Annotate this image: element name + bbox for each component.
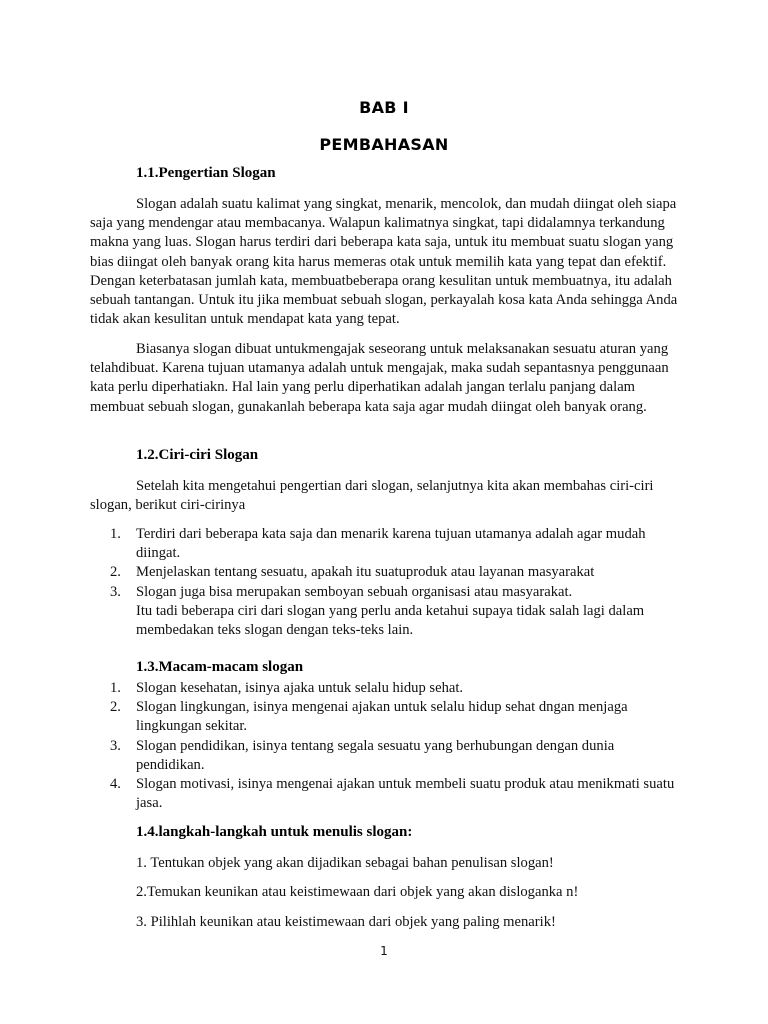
page-number: 1 [380,944,388,958]
slogan-types-list [110,679,680,813]
list-item: 3. Slogan pendidikan, isinya tentang segala sesuatu yang berhubungan dengan dunia pendidikan. [110,737,615,773]
page-title: PEMBAHASAN [319,135,449,154]
list-item: 2. Slogan lingkungan, isinya mengenai ajakan untuk selalu hidup sehat dngan menjaga lingkungan sekitar. [110,699,628,735]
step-2: 2.Temukan keunikan atau keistimewaan dari objek yang akan disloganka n! [136,884,579,900]
section-1-paragraph-1: Slogan adalah suatu kalimat yang singkat, menarik, mencolok, dan mudah diingat oleh siapa saja yang mendengar atau membacanya. Walapun kalimatnya singkat, tapi didalamnya terkandung makna yang luas. Slogan harus terdiri dari beberapa kata saja, untuk itu membuat suatu slogan yang bias diingat oleh banyak orang kita harus memeras otak untuk memilih kata yang tepat dan efektif. Dengan keterbatasan jumlah kata, membuatbeberapa orang kesulitan untuk membuatnya, itu adalah sebuah tantangan. Untuk itu jika membuat sebuah slogan, perkayalah kosa kata Anda sehingga Anda tidak akan kesulitan untuk mendapat kata yang tepat. [90,196,678,328]
section-3-heading: 1.3.Macam-macam slogan [136,659,304,675]
list-item: 4. Slogan motivasi, isinya mengenai ajakan untuk membeli suatu produk atau menikmati suatu jasa. [110,776,675,812]
section-4-heading: 1.4.langkah-langkah untuk menulis slogan: [136,824,413,840]
section-1-paragraph-2: Biasanya slogan dibuat untukmengajak seseorang untuk melaksanakan sesuatu aturan yang telahdibuat. Karena tujuan utamanya adalah untuk mengajak, maka sudah sepantasnya penggunaan kata perlu diperhatiakn. Hal lain yang perlu diperhatikan adalah jangan terlalu panjang dalam membuat sebuah slogan, gunakanlah beberapa kata saja agar mudah diingat oleh banyak orang. [90,341,669,415]
list-item: 1. Slogan kesehatan, isinya ajaka untuk selalu hidup sehat. [110,680,464,696]
list-item: 2. Menjelaskan tentang sesuatu, apakah itu suatuproduk atau layanan masyarakat [110,564,595,581]
list-item: 3. Slogan juga bisa merupakan semboyan sebuah organisasi atau masyarakat. [110,583,573,600]
section-2-heading: 1.2.Ciri-ciri Slogan [136,447,259,463]
chapter-heading: BAB I [359,98,409,117]
step-3: 3. Pilihlah keunikan atau keistimewaan dari objek yang paling menarik! [136,914,556,930]
list-item: 1. Terdiri dari beberapa kata saja dan menarik karena tujuan utamanya adalah agar mudah diingat. [110,526,646,562]
section-1-heading: 1.1.Pengertian Slogan [136,165,276,181]
section-2-closing: Itu tadi beberapa ciri dari slogan yang perlu anda ketahui supaya tidak salah lagi dalam membedakan teks slogan dengan teks-teks lain. [136,603,645,639]
section-2-intro: Setelah kita mengetahui pengertian dari slogan, selanjutnya kita akan membahas ciri-ciri slogan, berikut ciri-cirinya [90,478,654,514]
step-1: 1. Tentukan objek yang akan dijadikan sebagai bahan penulisan slogan! [136,855,554,871]
characteristics-list [110,525,680,602]
